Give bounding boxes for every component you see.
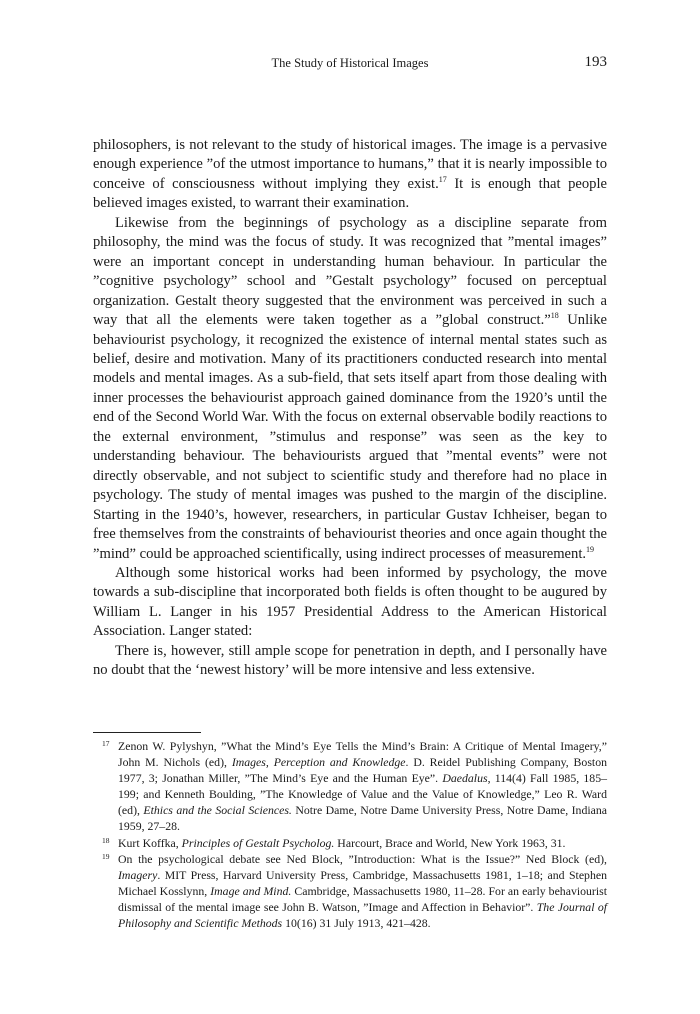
running-title: The Study of Historical Images: [271, 56, 429, 70]
paragraph-2-text: Likewise from the beginnings of psychology as a discipline separate from philosophy, the mind was the focus of study. It was recognized that ”mental images” were an important concept in understanding human behaviour. In particular the ”cognitive psychology” school and ”Gestalt psychology” focused on perceptual organization. Gestalt theory suggested that the environment was perceived in such a way that all the elements were taken together as a ”global construct.”: [93, 214, 607, 329]
footnote-title: The Journal of Philosophy and Scientific Methods: [118, 899, 608, 931]
footnote-ref-18: 18: [550, 311, 559, 321]
footnote-text: Notre Dame, Notre Dame University Press, Notre Dame, Indiana 1959, 27–28.: [118, 803, 608, 834]
paragraph-1-text: philosophers, is not relevant to the study of historical images. The image is a pervasive enough experience ”of the utmost importance to humans,” that it is nearly impossible to conceive of consciousness without implying they exist.: [93, 137, 607, 192]
footnote-text: . D. Reidel Publishing Company, Boston 1977, 3; Jonathan Miller, ”The Mind’s Eye and the Human Eye”.: [118, 755, 607, 786]
paragraph-2: [93, 214, 607, 564]
footnote-text: On the psychological debate see Ned Block, ”Introduction: What is the Issue?” Ned Block (ed),: [118, 851, 607, 866]
footnote-ref-19: 19: [586, 544, 595, 554]
footnote-title: Principles of Gestalt Psycholog.: [181, 835, 335, 850]
footnote-text: Kurt Koffka,: [118, 835, 182, 850]
footnote-text: Zenon W. Pylyshyn, ”What the Mind’s Eye Tells the Mind’s Brain: A Critique of Mental Imagery,” John M. Nichols (ed),: [118, 739, 607, 770]
footnote-ref-17: 17: [438, 175, 447, 185]
footnote-text: . MIT Press, Harvard University Press, Cambridge, Massachusetts 1981, 1–18; and Stephen Michael Kosslynn,: [118, 867, 607, 898]
footnote-number: 18: [102, 835, 110, 845]
paragraph-1-text-cont: It is enough that people believed images existed, to warrant their examination.: [93, 175, 607, 212]
footnote-text: Cambridge, Massachusetts 1980, 11–28. For an early behaviourist dismissal of the mental image see John B. Watson, ”Image and Affection in Behavior”.: [118, 883, 607, 914]
paragraph-4: There is, however, still ample scope for penetration in depth, and I personally have no doubt that the ‘newest history’ will be more intensive and less extensive.: [93, 642, 607, 679]
footnote-title: Image and Mind.: [210, 883, 292, 898]
footnote-number: 17: [102, 739, 110, 748]
paragraph-2-text-cont: Unlike behaviourist psychology, it recognized the existence of internal mental states such as belief, desire and motivation. Many of its practitioners conducted research into mental models and mental images. As a sub-field, that sets itself apart from those dealing with inner processes the behaviourist approach gained dominance from the 1920’s until the end of the Second World War. With the focus on external observable bodily reactions to the external environment, ”stimulus and response” was seen as the key to understanding behaviour. The behaviourists argued that ”mental events” were not directly observable, and not subject to scientific study and therefore had no place in psychology. The study of mental images was pushed to the margin of the discipline. Starting in the 1940’s, however, researchers, in particular Gustav Ichheiser, began to free themselves from the constraints of behaviourist theories and once again thought the ”mind” could be approached scientifically, using indirect processes of measurement.: [93, 312, 607, 562]
footnote-title: Imagery: [118, 867, 158, 882]
footnote-18: [93, 835, 607, 851]
footnote-title: Images, Perception and Knowledge: [231, 755, 406, 770]
main-text: [93, 136, 607, 681]
page-number: 193: [584, 54, 607, 70]
running-header: [93, 54, 607, 74]
paragraph-3: Although some historical works had been informed by psychology, the move towards a sub-discipline that incorporated both fields is often thought to be augured by William L. Langer in his 1957 Presidential Address to the American Historical Association. Langer stated:: [93, 564, 607, 640]
footnote-title: Ethics and the Social Sciences.: [143, 803, 292, 818]
paragraph-1: [93, 136, 607, 214]
footnote-number: 19: [102, 851, 110, 861]
footnote-divider: [93, 732, 201, 733]
footnote-19: [93, 851, 607, 931]
footnote-text: 10(16) 31 July 1913, 421–428.: [282, 916, 431, 931]
footnote-text: Harcourt, Brace and World, New York 1963, 31.: [334, 835, 566, 850]
footnote-text: , 114(4) Fall 1985, 185–199; and Kenneth Boulding, ”The Knowledge of Value and the Value of Knowledge,” Leo R. Ward (ed),: [118, 771, 608, 818]
footnote-title: Daedalus: [442, 771, 488, 786]
footnotes: [93, 738, 607, 931]
footnote-17: [93, 738, 607, 835]
